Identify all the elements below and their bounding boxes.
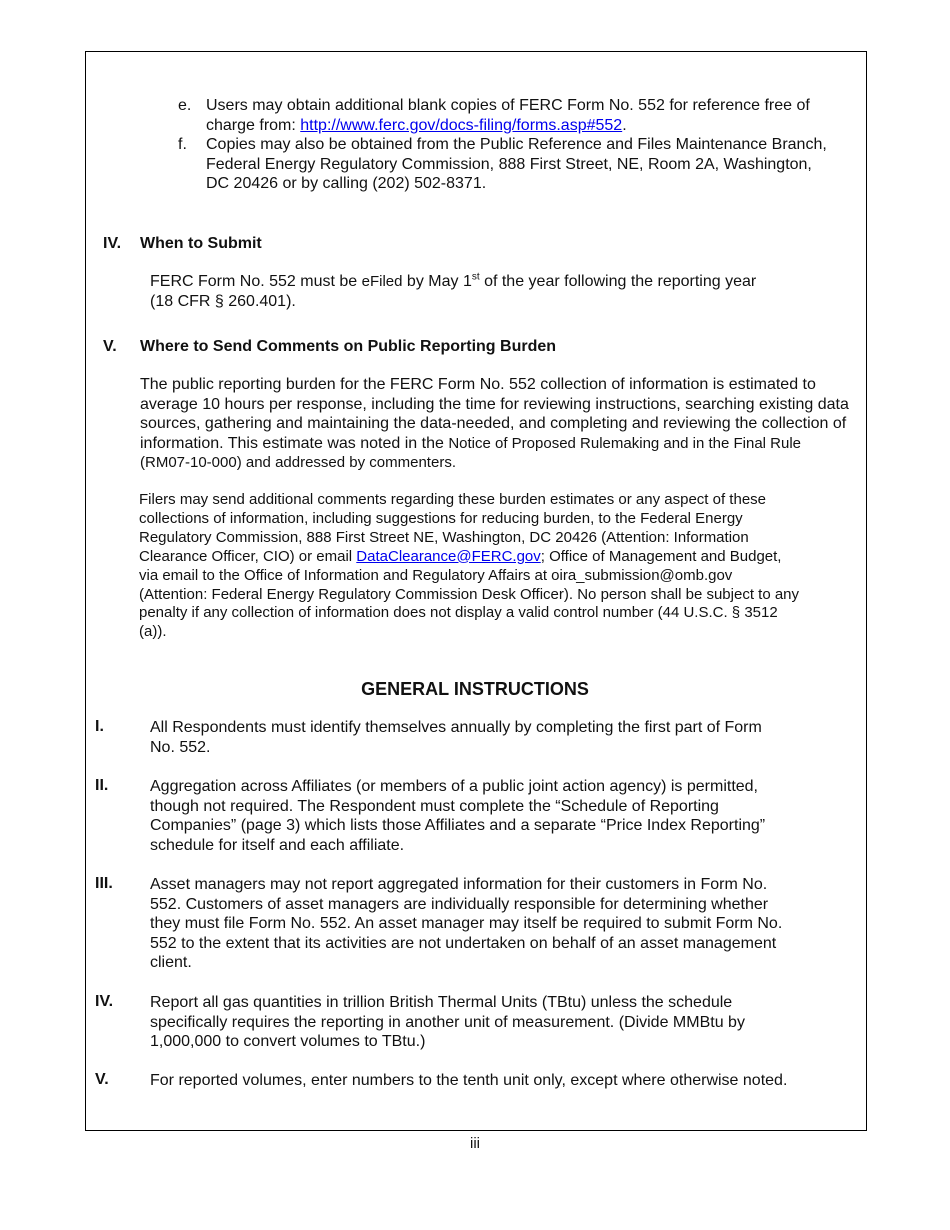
gi-item-3: Asset managers may not report aggregated information for their customers in Form No. 552. Customers of asset managers are individually responsible for determining whether they must file Form No. 552. An asset manager may itself be required to submit Form No. 552 to the extent that its activities are not undertaken on behalf of an asset management client. xyxy=(150,876,783,972)
gi-number-4: IV. xyxy=(95,993,114,1010)
gi-item-5: For reported volumes, enter numbers to the tenth unit only, except where otherwise noted. xyxy=(150,1072,788,1089)
email-link[interactable]: DataClearance@FERC.gov xyxy=(356,547,541,565)
section-heading-when-to-submit: When to Submit xyxy=(140,235,262,252)
gi-item-2: Aggregation across Affiliates (or members of a public joint action agency) is permitted, though not required. The Respondent must complete the “Schedule of Reporting Companies” (page 3) which lists those Affiliates and a separate “Price Index Reporting” schedule for itself and each affiliate. xyxy=(150,778,766,854)
section-heading-comments: Where to Send Comments on Public Reporting Burden xyxy=(140,338,557,355)
burden-paragraph: The public reporting burden for the FERC Form No. 552 collection of information is estimated to average 10 hours per response, including the time for reviewing instructions, searching existing data sources, gathering and maintaining the data-needed, and completing and reviewing the collection of information. This estimate was noted in the Notice of Proposed Rulemaking and in the Final Rule (RM07-10-000) and addressed by commenters. xyxy=(140,376,849,472)
list-marker-f: f. xyxy=(178,136,187,153)
comments-paragraph: Filers may send additional comments regarding these burden estimates or any aspect of these collections of information, including suggestions for reducing burden, to the Federal Energy Regulatory Commission, 888 First Street NE, Washington, DC 20426 (Attention: Information Clearance Officer, CIO) or email DataClearance@FERC.gov; Office of Management and Budget, via email to the Office of Information and Regulatory Affairs at oira_submission@omb.gov (Attention: Federal Energy Regulatory Commission Desk Officer). No person shall be subject to any penalty if any collection of information does not display a valid control number (44 U.S.C. § 3512 (a)). xyxy=(139,491,800,641)
gi-number-3: III. xyxy=(95,875,113,892)
gi-number-1: I. xyxy=(95,718,104,735)
section-number-v: V. xyxy=(103,338,117,355)
page-number: iii xyxy=(470,1135,480,1152)
forms-link[interactable]: http://www.ferc.gov/docs-filing/forms.asp#552 xyxy=(300,116,623,134)
gi-item-4: Report all gas quantities in trillion British Thermal Units (TBtu) unless the schedule specifically requires the reporting in another unit of measurement. (Divide MMBtu by 1,000,000 to convert volumes to TBtu.) xyxy=(150,994,745,1051)
list-item-e: Users may obtain additional blank copies of FERC Form No. 552 for reference free of charge from: http://www.ferc.gov/docs-filing/forms.asp#552. xyxy=(206,97,810,134)
list-item-f: Copies may also be obtained from the Public Reference and Files Maintenance Branch, Federal Energy Regulatory Commission, 888 First Street, NE, Room 2A, Washington, DC 20426 or by calling (202) 502-8371. xyxy=(206,136,827,193)
section-number-iv: IV. xyxy=(103,235,122,252)
gi-number-5: V. xyxy=(95,1071,109,1088)
list-marker-e: e. xyxy=(178,97,192,114)
general-instructions-title: GENERAL INSTRUCTIONS xyxy=(361,679,589,699)
gi-item-1: All Respondents must identify themselves annually by completing the first part of Form No. 552. xyxy=(150,719,762,756)
gi-number-2: II. xyxy=(95,777,109,794)
when-to-submit-text: FERC Form No. 552 must be eFiled by May 1st of the year following the reporting year (18 CFR § 260.401). xyxy=(150,271,757,310)
